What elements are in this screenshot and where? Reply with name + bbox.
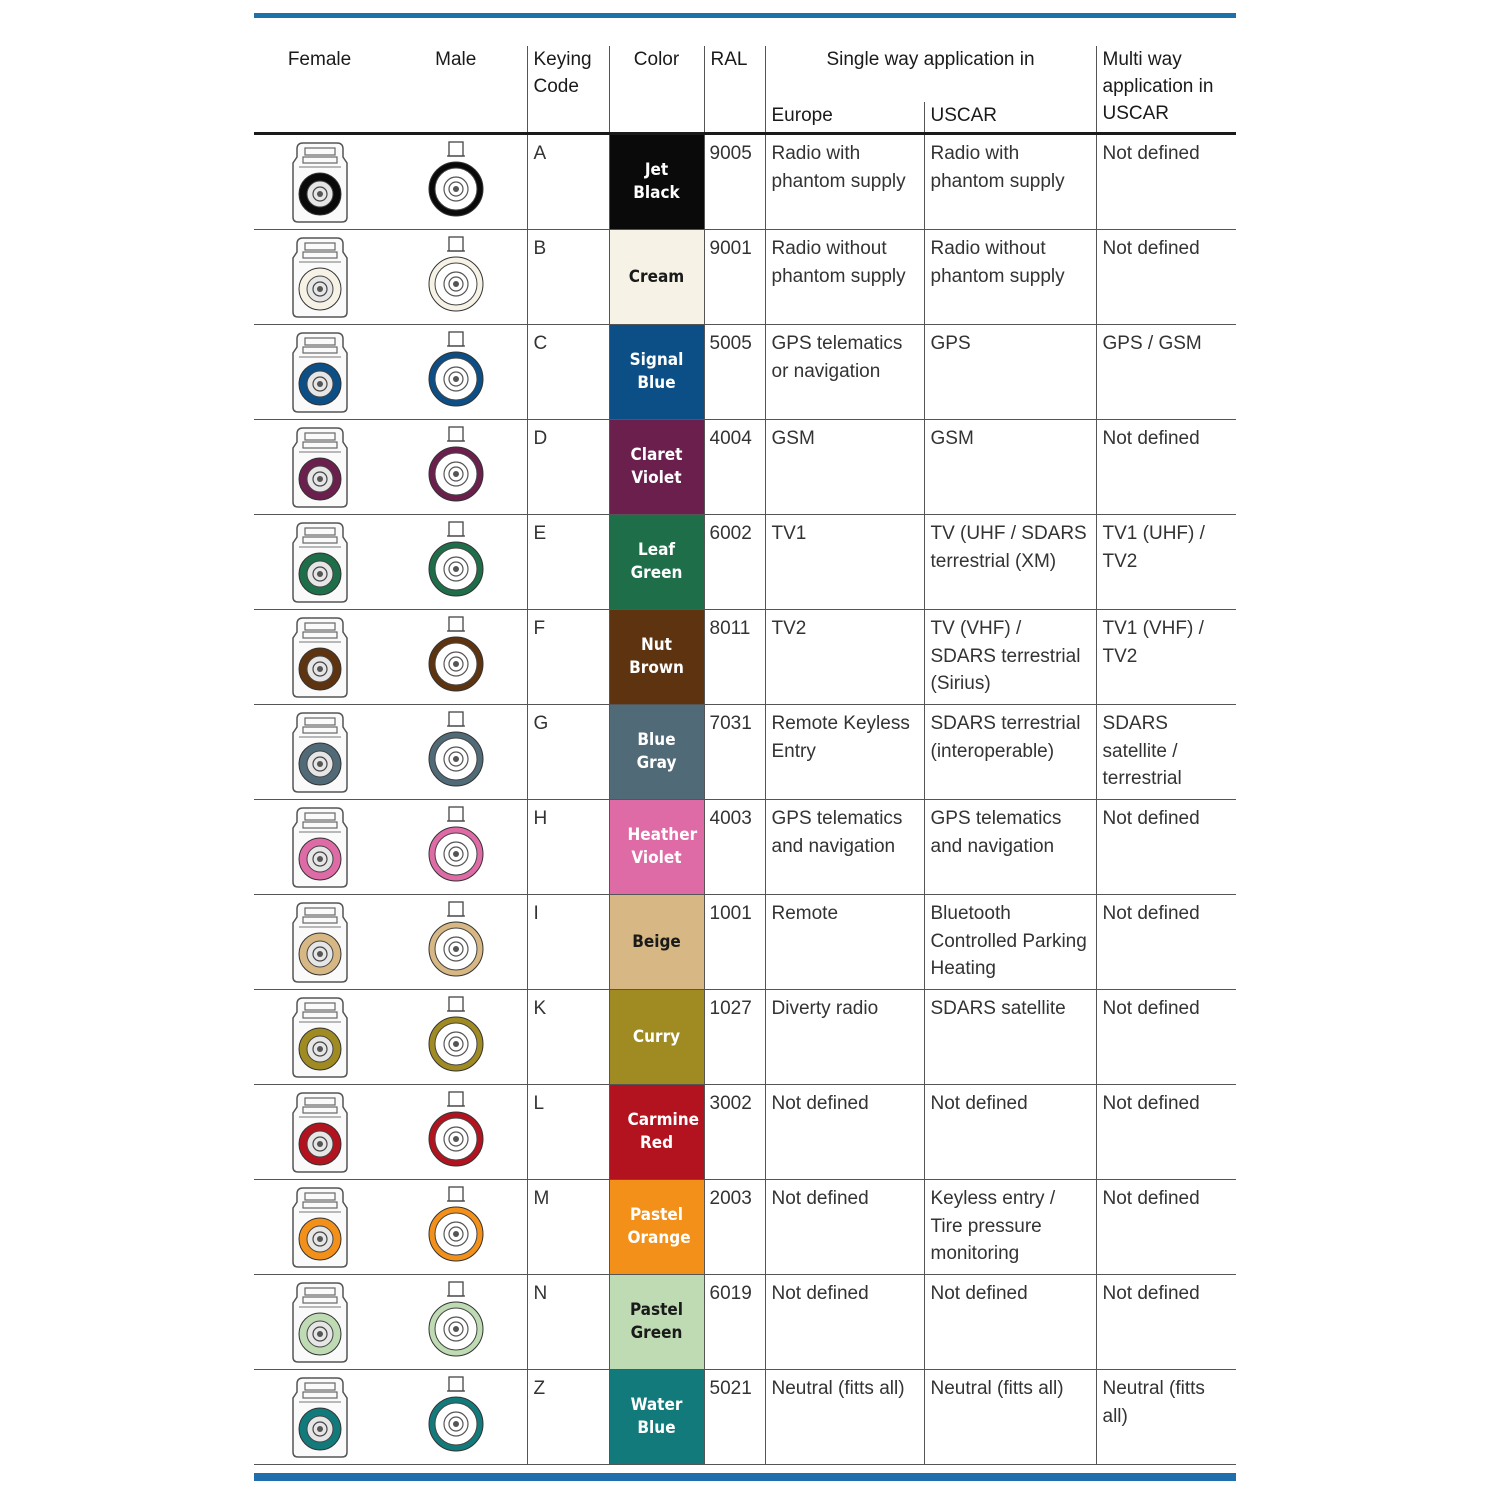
female-connector-icon [254,1180,385,1275]
europe-application: Radio without phantom supply [765,230,924,325]
table-row [254,705,1236,800]
ral-number: 9005 [704,134,765,230]
uscar-application: Bluetooth Controlled Parking Heating [924,895,1096,990]
europe-application: Remote Keyless Entry [765,705,924,800]
table-row [254,1370,1236,1465]
europe-application: TV2 [765,610,924,705]
table-row [254,990,1236,1085]
color-name: Beige [632,931,681,952]
table-row [254,420,1236,515]
color-swatch [609,1085,704,1180]
header-uscar: USCAR [924,102,1096,134]
europe-application: Remote [765,895,924,990]
keying-code: H [527,800,609,895]
color-swatch [609,230,704,325]
ral-number: 4004 [704,420,765,515]
male-connector-icon [385,325,527,420]
table-row [254,515,1236,610]
header-color: Color [609,46,704,134]
keying-code: E [527,515,609,610]
male-connector-icon [385,610,527,705]
male-connector-icon [385,895,527,990]
male-connector-icon [385,1275,527,1370]
female-connector-icon [254,990,385,1085]
header-keying-code: Keying Code [527,46,609,134]
uscar-application: Not defined [924,1275,1096,1370]
keying-code: F [527,610,609,705]
keying-code: M [527,1180,609,1275]
female-connector-icon [254,800,385,895]
male-connector-icon [385,1085,527,1180]
color-swatch [609,1180,704,1275]
bottom-rule [254,1473,1236,1481]
table-row [254,1275,1236,1370]
keying-code: N [527,1275,609,1370]
color-name: Claret Violet [630,445,683,488]
male-connector-icon [385,990,527,1085]
multi-way-application: Not defined [1096,420,1236,515]
multi-way-application: TV1 (UHF) / TV2 [1096,515,1236,610]
female-connector-icon [254,1085,385,1180]
uscar-application: TV (VHF) / SDARS terrestrial (Sirius) [924,610,1096,705]
male-connector-icon [385,800,527,895]
europe-application: Not defined [765,1275,924,1370]
color-name: Pastel Orange [627,1205,691,1248]
multi-way-application: SDARS satellite / terrestrial [1096,705,1236,800]
europe-application: Not defined [765,1085,924,1180]
ral-number: 4003 [704,800,765,895]
table-row [254,134,1236,230]
female-connector-icon [254,1370,385,1465]
ral-number: 1027 [704,990,765,1085]
ral-number: 6019 [704,1275,765,1370]
color-swatch [609,134,704,230]
uscar-application: Not defined [924,1085,1096,1180]
female-connector-icon [254,705,385,800]
ral-number: 3002 [704,1085,765,1180]
ral-number: 5021 [704,1370,765,1465]
header-male: Male [385,46,527,134]
uscar-application: TV (UHF / SDARS terrestrial (XM) [924,515,1096,610]
keying-code: D [527,420,609,515]
multi-way-application: TV1 (VHF) / TV2 [1096,610,1236,705]
color-name: Carmine Red [627,1110,700,1153]
ral-number: 5005 [704,325,765,420]
female-connector-icon [254,325,385,420]
header-single-way: Single way application in [765,46,1096,102]
multi-way-application: Not defined [1096,800,1236,895]
color-name: Signal Blue [629,350,684,393]
color-swatch [609,325,704,420]
ral-number: 6002 [704,515,765,610]
male-connector-icon [385,1180,527,1275]
keying-code: B [527,230,609,325]
table-row [254,1180,1236,1275]
female-connector-icon [254,230,385,325]
multi-way-application: Not defined [1096,230,1236,325]
color-swatch [609,610,704,705]
uscar-application: Radio with phantom supply [924,134,1096,230]
europe-application: Not defined [765,1180,924,1275]
uscar-application: Keyless entry / Tire pressure monitoring [924,1180,1096,1275]
female-connector-icon [254,895,385,990]
table-row [254,1085,1236,1180]
color-name: Curry [632,1026,681,1047]
europe-application: Radio with phantom supply [765,134,924,230]
table-row [254,610,1236,705]
ral-number: 9001 [704,230,765,325]
multi-way-application: Not defined [1096,134,1236,230]
male-connector-icon [385,515,527,610]
ral-number: 7031 [704,705,765,800]
male-connector-icon [385,1370,527,1465]
male-connector-icon [385,230,527,325]
table-row [254,895,1236,990]
male-connector-icon [385,420,527,515]
table-body [254,134,1236,1465]
color-swatch [609,1370,704,1465]
female-connector-icon [254,610,385,705]
europe-application: Neutral (fitts all) [765,1370,924,1465]
female-connector-icon [254,515,385,610]
uscar-application: Neutral (fitts all) [924,1370,1096,1465]
color-name: Jet Black [633,160,680,203]
color-name: Leaf Green [630,540,683,583]
uscar-application: SDARS satellite [924,990,1096,1085]
multi-way-application: Not defined [1096,1085,1236,1180]
keying-code: C [527,325,609,420]
keying-code: K [527,990,609,1085]
color-swatch [609,1275,704,1370]
multi-way-application: Not defined [1096,895,1236,990]
male-connector-icon [385,134,527,230]
fakra-color-code-table [254,46,1236,1465]
keying-code: A [527,134,609,230]
header-europe: Europe [765,102,924,134]
uscar-application: GPS [924,325,1096,420]
header-female: Female [254,46,385,134]
multi-way-application: Not defined [1096,1180,1236,1275]
ral-number: 2003 [704,1180,765,1275]
europe-application: TV1 [765,515,924,610]
color-swatch [609,420,704,515]
table-row [254,800,1236,895]
uscar-application: GPS telematics and navigation [924,800,1096,895]
top-rule [254,13,1236,18]
europe-application: GSM [765,420,924,515]
female-connector-icon [254,420,385,515]
color-name: Cream [628,266,685,287]
keying-code: I [527,895,609,990]
table-row [254,325,1236,420]
multi-way-application: Not defined [1096,990,1236,1085]
uscar-application: SDARS terrestrial (interoperable) [924,705,1096,800]
color-swatch [609,800,704,895]
keying-code: L [527,1085,609,1180]
color-swatch [609,515,704,610]
table-row [254,230,1236,325]
europe-application: GPS telematics or navigation [765,325,924,420]
color-name: Water Blue [630,1395,683,1438]
keying-code: Z [527,1370,609,1465]
color-name: Heather Violet [627,825,698,868]
color-name: Nut Brown [629,635,684,678]
multi-way-application: Neutral (fitts all) [1096,1370,1236,1465]
female-connector-icon [254,1275,385,1370]
female-connector-icon [254,134,385,230]
color-name: Blue Gray [636,730,677,773]
europe-application: GPS telematics and navigation [765,800,924,895]
color-swatch [609,990,704,1085]
ral-number: 1001 [704,895,765,990]
europe-application: Diverty radio [765,990,924,1085]
color-swatch [609,705,704,800]
uscar-application: GSM [924,420,1096,515]
ral-number: 8011 [704,610,765,705]
header-multi-way: Multi way application in USCAR [1096,46,1236,134]
multi-way-application: Not defined [1096,1275,1236,1370]
header-ral: RAL [704,46,765,134]
multi-way-application: GPS / GSM [1096,325,1236,420]
keying-code: G [527,705,609,800]
color-swatch [609,895,704,990]
male-connector-icon [385,705,527,800]
color-name: Pastel Green [629,1300,684,1343]
uscar-application: Radio without phantom supply [924,230,1096,325]
